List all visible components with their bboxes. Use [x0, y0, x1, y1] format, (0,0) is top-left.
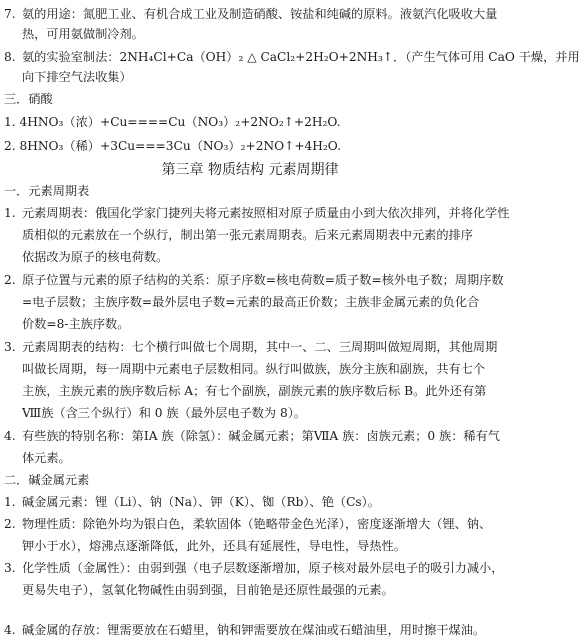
- item-number: 4.: [4, 623, 16, 637]
- atomic-structure-line-3: [0, 314, 500, 334]
- atomic-structure-line-2: [0, 292, 500, 312]
- item-text: 原子位置与元素的原子结构的关系：原子序数=核电荷数=质子数=核外电子数；周期序数: [22, 273, 504, 287]
- item-text: 氨的用途：氮肥工业、有机合成工业及制造硝酸、铵盐和纯碱的原料。液氨汽化吸收大量: [22, 7, 498, 21]
- alkali-chemical-line-2: [0, 580, 500, 600]
- item-text: Ⅷ族（含三个纵行）和 0 族（最外层电子数为 8）。: [22, 406, 306, 420]
- alkali-chemical-line-3: [0, 602, 500, 622]
- ammonia-lab-line-2: [0, 67, 500, 87]
- periodic-table-line-1: [0, 203, 510, 223]
- item-number: 2.: [4, 273, 16, 287]
- alkali-physical-line-2: [0, 536, 500, 556]
- item-text: 更易失电子），氢氧化物碱性由弱到强，目前铯是还原性最强的元素。: [22, 583, 394, 597]
- item-text: 氨的实验室制法：2NH₄Cl+Ca（OH）₂ △ CaCl₂+2H₂O+2NH₃↑．（产生气体可用 CaO 干燥，并用: [22, 50, 580, 64]
- item-text: 物理性质：除铯外均为银白色，柔软固体（铯略带金色光泽），密度逐渐增大（锂、钠、: [22, 517, 492, 531]
- item-text: 体元素。: [22, 451, 71, 465]
- item-text: 碱金属元素：锂（Li）、钠（Na）、钾（K）、铷（Rb）、铯（Cs）。: [22, 495, 380, 509]
- section-title: 三．硝酸: [4, 92, 53, 106]
- table-structure-line-1: [0, 337, 500, 357]
- ammonia-lab-line-1: [0, 47, 580, 67]
- item-number: 3.: [4, 561, 16, 575]
- item-text: 钾小于水），熔沸点逐渐降低，此外，还具有延展性，导电性，导热性。: [22, 539, 406, 553]
- atomic-structure-line-1: [0, 270, 504, 290]
- item-text: 有些族的特别名称：第ⅠA 族（除氢）：碱金属元素；第ⅦA 族：卤族元素；0 族：稀有气: [22, 429, 500, 443]
- item-text: 元素周期表：俄国化学家门捷列夫将元素按照相对原子质量由小到大依次排列，并将化学性: [22, 206, 510, 220]
- item-text: =电子层数；主族序数=最外层电子数=元素的最高正价数；主族非金属元素的负化合: [22, 295, 480, 309]
- alkali-storage-line: [0, 620, 500, 640]
- table-structure-line-3: [0, 381, 500, 401]
- section-heading-alkali-metals: [0, 470, 500, 490]
- nitric-acid-equation-2: [0, 136, 500, 156]
- item-text: 碱金属的存放：锂需要放在石蜡里，钠和钾需要放在煤油或石蜡油里，用时擦干煤油。: [22, 623, 486, 637]
- alkali-physical-line-1: [0, 514, 500, 534]
- table-structure-line-2: [0, 359, 500, 379]
- item-text: 元素周期表的结构：七个横行叫做七个周期，其中一、二、三周期叫做短周期，其他周期: [22, 340, 498, 354]
- item-number: 1.: [4, 206, 16, 220]
- alkali-chemical-line-1: [0, 558, 504, 578]
- item-number: 3.: [4, 340, 16, 354]
- item-text: 价数=8-主族序数。: [22, 317, 130, 331]
- equation-text: 2. 8HNO₃（稀）+3Cu===3Cu（NO₃）₂+2NO↑+4H₂O.: [4, 139, 341, 153]
- item-number: 1.: [4, 495, 16, 509]
- periodic-table-line-2: [0, 225, 500, 245]
- item-text: 质相似的元素放在一个纵行，制出第一张元素周期表。后来元素周期表中元素的排序: [22, 228, 473, 242]
- equation-text: 1. 4HNO₃（浓）+Cu====Cu（NO₃）₂+2NO₂↑+2H₂O.: [4, 115, 341, 129]
- item-number: 7.: [4, 7, 16, 21]
- special-groups-line-1: [0, 426, 500, 446]
- section-heading-periodic-table: [0, 181, 500, 201]
- table-structure-line-4: [0, 403, 500, 423]
- item-text: 化学性质（金属性）：由弱到强（电子层数逐渐增加，原子核对最外层电子的吸引力减小，: [22, 561, 504, 575]
- ammonia-uses-line-1: [0, 4, 500, 24]
- ammonia-uses-line-2: [0, 24, 500, 44]
- alkali-elements-line: [0, 492, 500, 512]
- section-title: 二．碱金属元素: [4, 473, 90, 487]
- section-heading-nitric-acid: [0, 89, 500, 109]
- item-text: 向下排空气法收集）: [22, 70, 132, 84]
- item-number: 4.: [4, 429, 16, 443]
- item-text: 依据改为原子的核电荷数。: [22, 250, 169, 264]
- item-number: 2.: [4, 517, 16, 531]
- item-text: 主族，主族元素的族序数后标 A；有七个副族，副族元素的族序数后标 B。此外还有第: [22, 384, 487, 398]
- special-groups-line-2: [0, 448, 500, 468]
- item-text: 叫做长周期，每一周期中元素电子层数相同。纵行叫做族，族分主族和副族，共有七个: [22, 362, 486, 376]
- item-text: 热，可用氨做制冷剂。: [22, 27, 144, 41]
- item-number: 8.: [4, 50, 16, 64]
- periodic-table-line-3: [0, 247, 500, 267]
- nitric-acid-equation-1: [0, 112, 500, 132]
- section-title: 一．元素周期表: [4, 184, 90, 198]
- chapter-title: 第三章 物质结构 元素周期律: [161, 162, 339, 178]
